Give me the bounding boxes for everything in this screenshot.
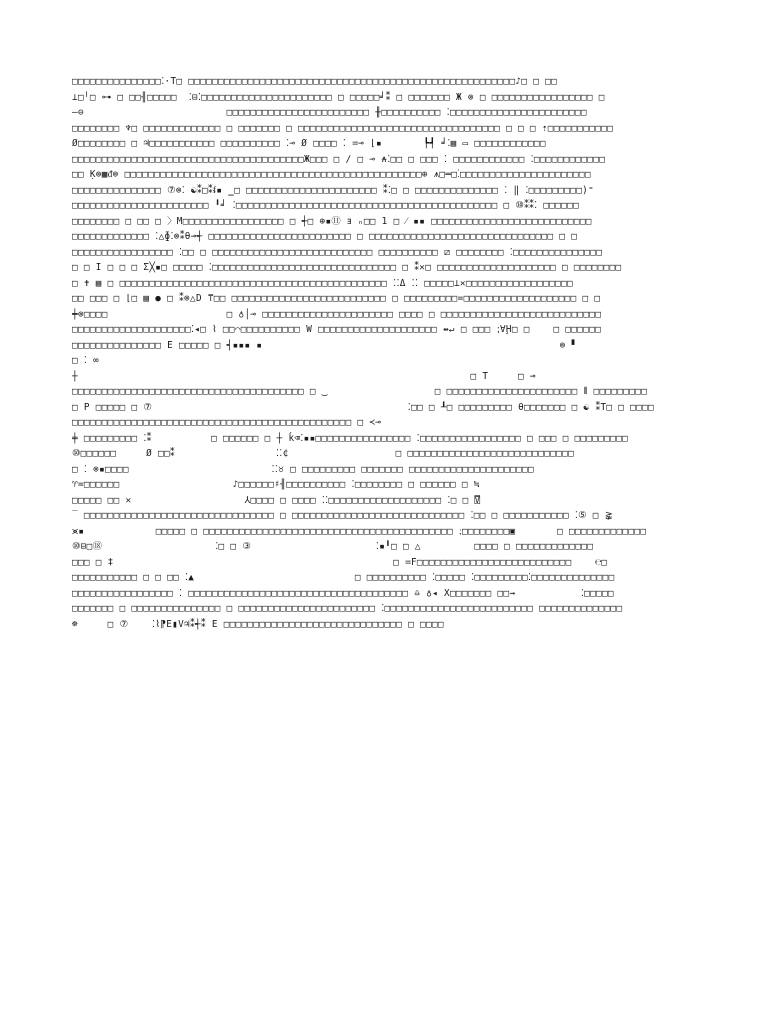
- text-line: □□□□□□□□□□□□□□□□□□□□□□□□□□□□□□□□□□□□□□□Ж□□□ □ ∕ □ ⊸ ⍲⁚□□ □ □□□ ⁚ □□□□□□□□□□□□ ⁚□□□□□□□□□□□□: [72, 153, 606, 165]
- text-line: □□ Ḳ⊗▦ᵭ⊚ □□□□□□□□□□□□□□□□□□□□□□□□□□□□□□□□□□□□□□□□□□□□□□□□□□⊕ ⩚□═□⁚□□□□□□□□□□□□□□□□□□□□□□: [72, 169, 591, 180]
- text-line: □□□□□□□□□□□□□□□□□□□□□□□□□□□□□□□□□□□□□□□□□□□□□□□ □ ≺⊸: [72, 417, 382, 428]
- text-line: ♈=□□□□□□ ♪□□□□□□♯╢□□□□□□□□□□ ⁚□□□□□□□□ □ □□□□□□ □ ≒: [72, 479, 480, 490]
- text-block: [72, 74, 696, 632]
- text-line: □□□□□□□□□□□□□□□□□ ⁚ □□□□□□□□□□□□□□□□□□□□□□□□□□□□□□□□□□□□□ ♎ ♁◂ Χ□□□□□□□ □□⇝ ⁚□□□□□: [72, 587, 614, 599]
- text-line: ⪤▪ □□□□□ □ □□□□□□□□□□□□□□□□□□□□□□□□□□□□□□□□□□□□□□□□□□ ⁏□□□□□□□□▣ □ □□□□□□□□□□□□□: [72, 525, 647, 537]
- text-line: ☸ □ ⑦ ⁚⌇⁋E▮V♃⁑┽⁑ E □□□□□□□□□□□□□□□□□□□□□□□□□□□□□□ □ □□□□: [72, 618, 444, 630]
- text-line: □□□□□□□□ □ □□ □ 〉M□□□□□□□□□□□□□□□□□ □ ┽□ ⊕▪⑪ ⱻ ₙ□□ 1 □ ⁄ ▪▪ □□□□□□□□□□□□□□□□□□□□□□□□□□□: [72, 215, 592, 227]
- text-line: Ø□□□□□□□□ □ ♃□□□□□□□□□□□ □□□□□□□□□□ ⁚⊸ Ø □□□□ ⁚ ≕⊸ ⌊▪ ┡┩ ╛⁚▤ ▭ □□□□□□□□□□□□: [72, 138, 546, 149]
- text-line: □□□□□□□□□□□□□□□□□□□□⁚◂□ ⌇ □□⌒□□□□□□□□□□ W □□□□□□□□□□□□□□□□□□□□ ⇹↵ □ □□□ ⁏∀Ḩ□ □ □ □□□□□□: [72, 324, 602, 335]
- text-line: ┼ □ T □ ⊸: [72, 370, 536, 382]
- text-line: □ P □□□□□ □ ⑦ ⁚□□ □ ┸□ □□□□□□□□□ θ□□□□□□□ □ ☯ ⁑T□ □ □□□□: [72, 401, 654, 413]
- text-line: □□□□□□□ □ □□□□□□□□□□□□□□□ □ □□□□□□□□□□□□□□□□□□□□□□□ ⁚□□□□□□□□□□□□□□□□□□□□□□□□□ □□□□□□□□□□□□□□: [72, 603, 623, 614]
- text-line: □□□□□ □□ ✕ ⅄□□□□ □ □□□□ ⁚⁚□□□□□□□□□□□□□□□□□□□ ⁚□ □ ⍔: [72, 494, 481, 506]
- text-line: ╪ □□□□□□□□□ ⁚⁑ □ □□□□□□ □ ┼ ḱ⌫⁚▪▪□□□□□□□□□□□□□□□□ ⁚□□□□□□□□□□□□□□□□□ □ □□□ □ □□□□□□□□□: [72, 432, 629, 444]
- text-line: □□□□□□□□□□□□□□□ E □□□□□ □ ┥▪▪▪ ▪ ⊚ ▘: [72, 339, 578, 351]
- text-line: □□□□□□□□ ♆□ □□□□□□□□□□□□□ □ □□□□□□□ □ □□□□□□□□□□□□□□□□□□□□□□□□□□□□□□□□□□ □ □ □ ⇡□□□□□□□□□□□: [72, 122, 614, 134]
- text-line: □ ⁚ ⊚▪□□□□ ⁚⁚♉ □ □□□□□□□□□ □□□□□□□ □□□□□□□□□□□□□□□□□□□□□: [72, 463, 534, 475]
- text-line: □□□□□□□□□□□□□□□□□ ⁚□□ □ □□□□□□□□□□□□□□□□□□□□□□□□□□□ □□□□□□□□□□ ⧄ □□□□□□□□ ⁚□□□□□□□□□□□□□□□: [72, 246, 603, 258]
- text-line: ⑩□□□□□□ Ø □□⁑ ⁚⁚¢ □ □□□□□□□□□□□□□□□□□□□□□□□□□□□□: [72, 448, 575, 459]
- text-line: □□ □□□ □ ⌊□ ▤ ● □ ⁑⊚△D ⍑□□ □□□□□□□□□□□□□□□□□□□□□□□□□□ □ □□□□□□□□□=□□□□□□□□□□□□□□□□□□□ □ □: [72, 293, 601, 304]
- text-line: ⑩⊟□⑱ ⁚□ □ ③ ⁚▪╹□ □ △ □□□□ □ □□□□□□□□□□□□□: [72, 541, 594, 552]
- text-line: □□□□□□□□□□□ □ □ □□ ⁚▲ □ □□□□□□□□□□ ⁚□□□□□ ⁚□□□□□□□□□⁚□□□□□□□□□□□□□□: [72, 572, 615, 583]
- text-line: ┿⊚□□□□ □ ♁│⊸ □□□□□□□□□□□□□□□□□□□□□□ □□□□ □ □□□□□□□□□□□□□□□□□□□□□□□□□□□: [72, 308, 602, 320]
- text-line: ⊥□╵□ ⊶ □ □□╢□□□□□ ⁚⊟⁚□□□□□□□□□□□□□□□□□□□□□□ □ □□□□□╛⁑ □ □□□□□□□ Ж ⊗ □ □□□□□□□□□□□□□□□□□ □: [72, 91, 605, 103]
- text-line: □□□□□□□□□□□□□□□⁚·T□ □□□□□□□□□□□□□□□□□□□□□□□□□□□□□□□□□□□□□□□□□□□□□□□□□□□□□□□♪□ □ □□: [72, 76, 558, 87]
- text-line: □□□□□□□□□□□□□□□□□□□□□□□□□□□□□□□□□□□□□□□ □ ‿ □ □□□□□□□□□□□□□□□□□□□□□□ ⫴ □□□□□□□□□: [72, 386, 648, 397]
- text-line: □□□□□□□□□□□□□□□□□□□□□□□ ╹╛ ⁚□□□□□□□□□□□□□□□□□□□□□□□□□□□□□□□□□□□□□□□□□□□□ □ ⑩⁑⁑⁚ □□□□□□: [72, 200, 580, 211]
- text-line: ‾ □□□□□□□□□□□□□□□□□□□□□□□□□□□□□□□□ □ □□□□□□□□□□□□□□□□□□□□□□□□□□□□□ ⁚□□ □ □□□□□□□□□□□ ⁚⑤ □ ⪊: [72, 510, 613, 521]
- text-line: □ □ I □ □ □ Σ╳▪□ □□□□□ ⁚□□□□□□□□□□□□□□□□□□□□□□□□□□□□□□□ □ ⁑✕□ □□□□□□□□□□□□□□□□□□□□ □ □□□□□□□□: [72, 262, 622, 273]
- text-line: –⊖ □□□□□□□□□□□□□□□□□□□□□□□□ ╫□□□□□□□□□□ ⁚□□□□□□□□□□□□□□□□□□□□□□□: [72, 107, 587, 118]
- text-line: □ ⁚ ∞: [72, 355, 100, 366]
- text-line: □ ✝ ▤ □ □□□□□□□□□□□□□□□□□□□□□□□□□□□□□□□□□□□□□□□□□□□□□ ⁚⁚Δ ⁚⁚ □□□□□⊥✕□□□□□□□□□□□□□□□□□□: [72, 277, 573, 289]
- text-line: □□□□□□□□□□□□□□□ ⑦⊚⁚ ☯⁑□⁑ᵮ▪ ‗□ □□□□□□□□□□□□□□□□□□□□□□ ⁑⁚□ □ □□□□□□□□□□□□□□ ⁚ ‖ ⁚□□□□□□□□□)⁼: [72, 184, 595, 196]
- text-line: □□□□□□□□□□□□□ ⁚△ɸ⁚⊗⁑θ⊸┽ □□□□□□□□□□□□□□□□□□□□□□□□ □ □□□□□□□□□□□□□□□□□□□□□□□□□□□□□□□ □ □: [72, 231, 578, 242]
- text-line: □□□ □ ‡ □ ≕F□□□□□□□□□□□□□□□□□□□□□□□□□□ ℮□: [72, 556, 608, 568]
